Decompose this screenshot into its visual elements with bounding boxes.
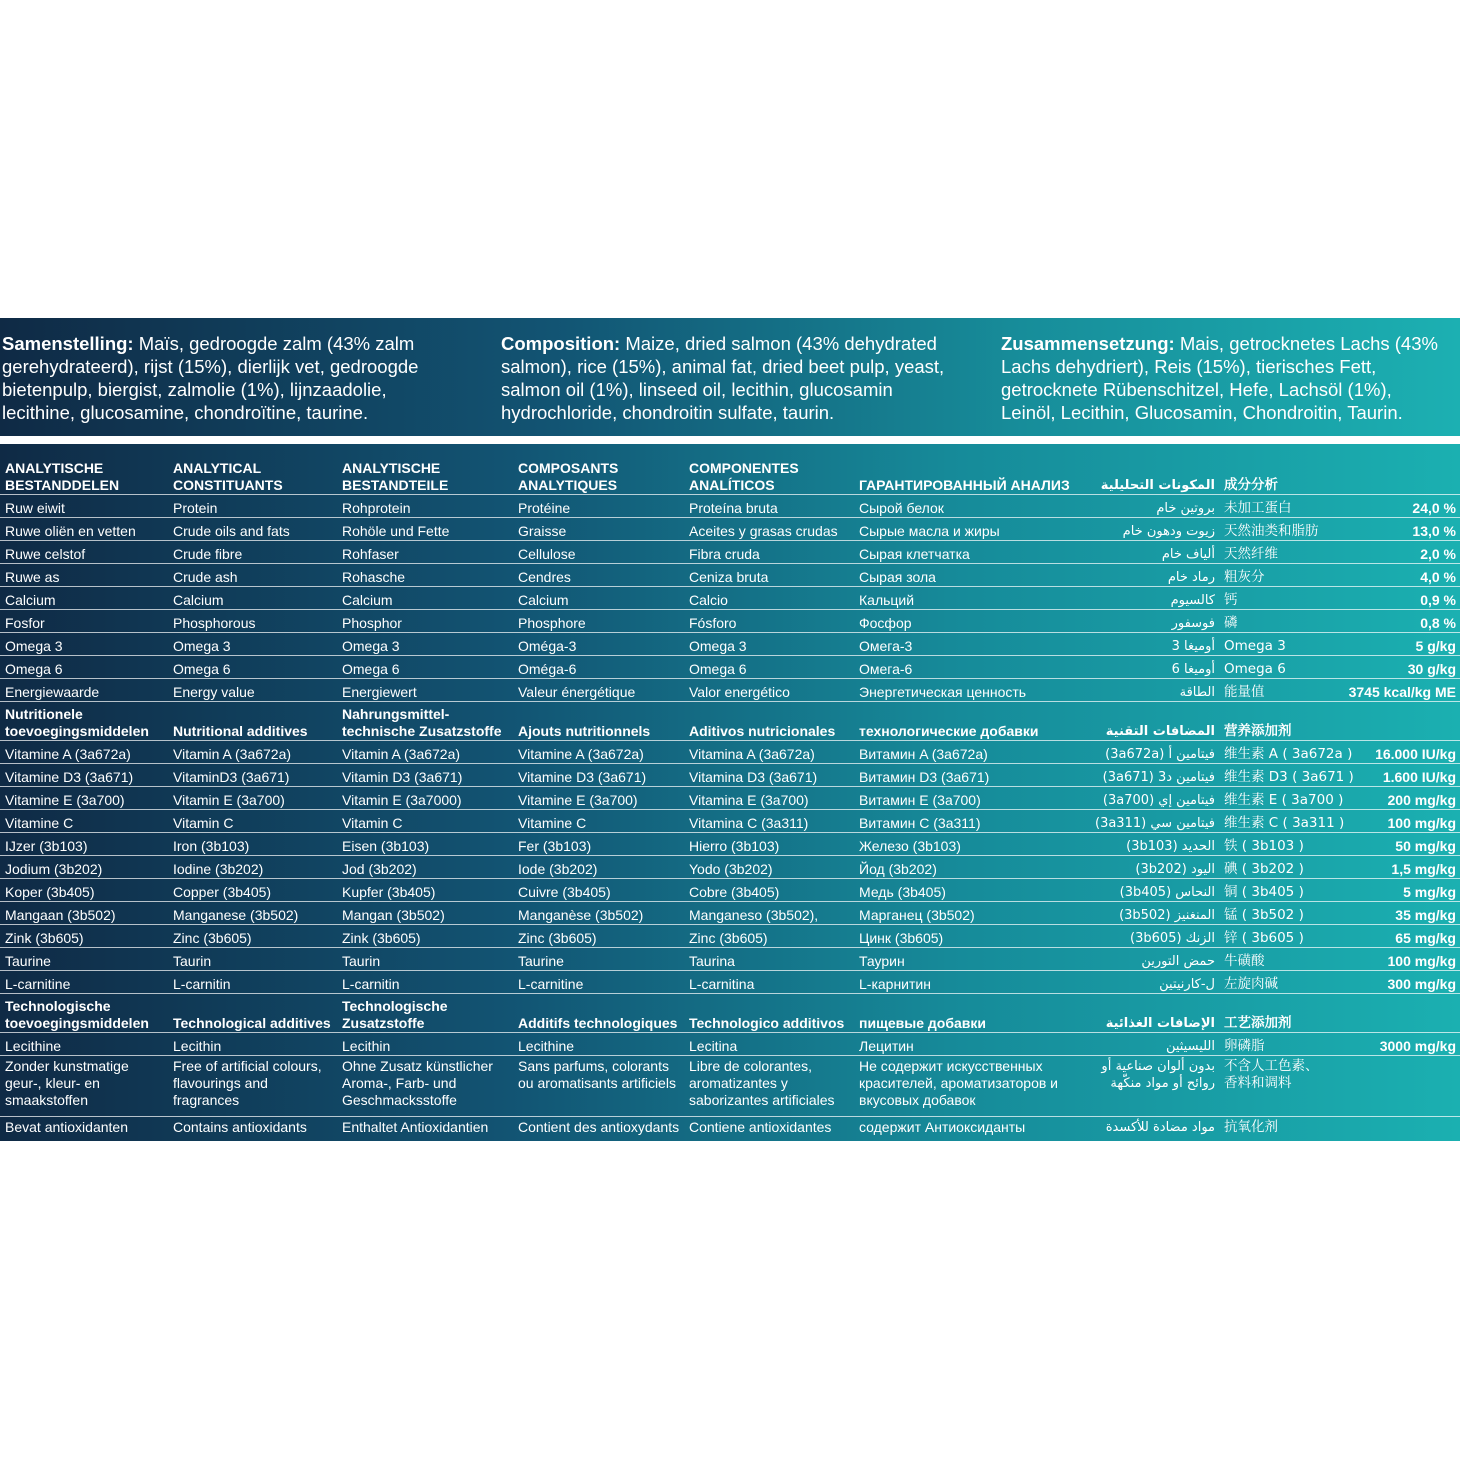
table-cell: Zonder kunstmatige geur-, kleur- en smaakstoffen bbox=[0, 1056, 168, 1117]
table-cell: Йод (3b202) bbox=[854, 856, 1076, 879]
table-cell: 200 mg/kg bbox=[1329, 787, 1460, 810]
table-cell: Lecithine bbox=[513, 1033, 684, 1056]
table-cell: Сырые масла и жиры bbox=[854, 518, 1076, 541]
table-cell bbox=[1329, 994, 1460, 1033]
table-cell: 抗氧化剂 bbox=[1224, 1119, 1278, 1135]
table-cell: اليود (3b202) bbox=[1076, 856, 1219, 879]
table-cell: Taurine bbox=[513, 948, 684, 971]
table-row bbox=[0, 879, 1460, 902]
table-cell: Ruwe as bbox=[0, 564, 168, 587]
table-cell: Vitamin A (3a672a) bbox=[168, 741, 337, 764]
table-cell: 5 g/kg bbox=[1329, 633, 1460, 656]
table-cell: Energy value bbox=[168, 679, 337, 702]
table-cell: Ajouts nutritionnels bbox=[513, 702, 684, 741]
table-cell: Kupfer (3b405) bbox=[337, 879, 513, 902]
table-cell: ANALYTISCHE BESTANDTEILE bbox=[337, 454, 513, 495]
table-cell: 不含人工色素、香料和调料 bbox=[1219, 1056, 1329, 1117]
table-cell: Jodium (3b202) bbox=[0, 856, 168, 879]
table-cell: فوسفور bbox=[1076, 610, 1219, 633]
table-cell: Taurine bbox=[0, 948, 168, 971]
table-cell: Таурин bbox=[854, 948, 1076, 971]
table-cell: Valeur énergétique bbox=[513, 679, 684, 702]
table-cell: أوميغا 3 bbox=[1076, 633, 1219, 656]
table-cell: Ceniza bruta bbox=[684, 564, 854, 587]
section-header-row bbox=[0, 994, 1460, 1033]
table-cell: 粗灰分 bbox=[1219, 564, 1329, 587]
table-cell: Additifs technologiques bbox=[513, 994, 684, 1033]
table-cell: 300 mg/kg bbox=[1329, 971, 1460, 994]
table-cell: Mangan (3b502) bbox=[337, 902, 513, 925]
table-cell: Taurin bbox=[168, 948, 337, 971]
table-row bbox=[0, 787, 1460, 810]
table-cell: 65 mg/kg bbox=[1329, 925, 1460, 948]
table-cell: Yodo (3b202) bbox=[684, 856, 854, 879]
table-header-row bbox=[0, 454, 1460, 495]
table-cell: Omega 6 bbox=[684, 656, 854, 679]
table-cell: Taurin bbox=[337, 948, 513, 971]
table-cell: Eisen (3b103) bbox=[337, 833, 513, 856]
table-cell: Libre de colorantes, aromatizantes y saborizantes artificiales bbox=[684, 1056, 854, 1117]
table-cell: L-carnitina bbox=[684, 971, 854, 994]
table-cell: Technological additives bbox=[168, 994, 337, 1033]
table-cell: Zinc (3b605) bbox=[684, 925, 854, 948]
table-cell: Phosphorous bbox=[168, 610, 337, 633]
table-cell: Omega 3 bbox=[684, 633, 854, 656]
table-cell: L-carnitine bbox=[0, 971, 168, 994]
table-cell: Vitamine A (3a672a) bbox=[513, 741, 684, 764]
table-cell: ANALYTISCHE BESTANDDELEN bbox=[0, 454, 168, 495]
table-cell: Сырая зола bbox=[854, 564, 1076, 587]
table-cell: الليسيثين bbox=[1076, 1033, 1219, 1056]
table-row bbox=[0, 679, 1460, 702]
table-cell bbox=[1329, 702, 1460, 741]
table-cell: Lecithine bbox=[0, 1033, 168, 1056]
table-cell: Hierro (3b103) bbox=[684, 833, 854, 856]
table-cell: فيتامين أ (3a672a) bbox=[1076, 741, 1219, 764]
table-cell: الحديد (3b103) bbox=[1076, 833, 1219, 856]
table-cell: 5 mg/kg bbox=[1329, 879, 1460, 902]
table-cell: 天然纤维 bbox=[1219, 541, 1329, 564]
table-cell: Manganèse (3b502) bbox=[513, 902, 684, 925]
table-cell: مواد مضادة للأكسدة bbox=[1105, 1120, 1215, 1135]
table-cell: Zink (3b605) bbox=[0, 925, 168, 948]
table-cell: 未加工蛋白 bbox=[1219, 495, 1329, 518]
table-cell: 维生素 A ( 3a672a ) bbox=[1219, 741, 1329, 764]
table-cell bbox=[1329, 1117, 1460, 1158]
table-cell: Цинк (3b605) bbox=[854, 925, 1076, 948]
table-cell: Rohprotein bbox=[337, 495, 513, 518]
table-cell: 钙 bbox=[1219, 587, 1329, 610]
table-cell: COMPOSANTS ANALYTIQUES bbox=[513, 454, 684, 495]
table-cell: ГАРАНТИРОВАННЫЙ АНАЛИЗ bbox=[854, 454, 1076, 495]
table-cell: Iode (3b202) bbox=[513, 856, 684, 879]
table-cell: 50 mg/kg bbox=[1329, 833, 1460, 856]
section-header-row bbox=[0, 702, 1460, 741]
table-cell: Valor energético bbox=[684, 679, 854, 702]
table-cell: Lecithin bbox=[168, 1033, 337, 1056]
table-row bbox=[0, 925, 1460, 948]
composition-band bbox=[0, 318, 1460, 436]
table-cell: Vitamina E (3a700) bbox=[684, 787, 854, 810]
table-cell: بروتين خام bbox=[1076, 495, 1219, 518]
table-cell: Crude ash bbox=[168, 564, 337, 587]
table-cell: 1,5 mg/kg bbox=[1329, 856, 1460, 879]
table-cell: 铁 ( 3b103 ) bbox=[1219, 833, 1329, 856]
table-cell: 100 mg/kg bbox=[1329, 810, 1460, 833]
table-cell: Витамин C (3a311) bbox=[854, 810, 1076, 833]
table-cell: 锰 ( 3b502 ) bbox=[1219, 902, 1329, 925]
table-cell: Oméga-3 bbox=[513, 633, 684, 656]
table-cell: Fibra cruda bbox=[684, 541, 854, 564]
table-cell: Nahrungsmittel-technische Zusatzstoffe bbox=[337, 702, 513, 741]
table-cell: Omega 3 bbox=[337, 633, 513, 656]
table-cell: فيتامين د3 (3a671) bbox=[1076, 764, 1219, 787]
table-cell: Protéine bbox=[513, 495, 684, 518]
table-cell: Manganeso (3b502), bbox=[684, 902, 854, 925]
table-cell: Phosphore bbox=[513, 610, 684, 633]
table-cell: بدون ألوان صناعية أو روائح أو مواد منكّهة bbox=[1076, 1056, 1219, 1117]
table-cell: 24,0 % bbox=[1329, 495, 1460, 518]
table-cell: Technologische Zusatzstoffe bbox=[337, 994, 513, 1033]
table-row bbox=[0, 741, 1460, 764]
table-cell: 35 mg/kg bbox=[1329, 902, 1460, 925]
table-cell: Zinc (3b605) bbox=[513, 925, 684, 948]
table-cell: Energiewaarde bbox=[0, 679, 168, 702]
table-cell: Contient des antioxydants bbox=[518, 1119, 680, 1135]
table-cell: الإضافات الغذائية bbox=[1076, 994, 1219, 1033]
table-cell: 维生素 D3 ( 3a671 ) bbox=[1219, 764, 1329, 787]
table-cell: Contains antioxidants bbox=[173, 1119, 307, 1135]
table-cell: 铜 ( 3b405 ) bbox=[1219, 879, 1329, 902]
table-cell: النحاس (3b405) bbox=[1076, 879, 1219, 902]
composition-dutch: Samenstelling: Maïs, gedroogde zalm (43% zalm gerehydrateerd), rijst (15%), dierlijk vet, gedroogde bietenpulp, biergist, zalmolie (1%), lijnzaadolie, lecithine, glucosamine, chondroïtine, taurine. bbox=[2, 333, 419, 423]
table-cell: Iron (3b103) bbox=[168, 833, 337, 856]
table-cell: Aceites y grasas crudas bbox=[684, 518, 854, 541]
table-cell: Rohöle und Fette bbox=[337, 518, 513, 541]
table-cell: Omega 6 bbox=[1219, 656, 1329, 679]
table-cell: Iodine (3b202) bbox=[168, 856, 337, 879]
table-cell: Calcium bbox=[168, 587, 337, 610]
table-cell: L-carnitin bbox=[337, 971, 513, 994]
table-cell: Железо (3b103) bbox=[854, 833, 1076, 856]
table-cell: L-carnitine bbox=[513, 971, 684, 994]
table-cell: Медь (3b405) bbox=[854, 879, 1076, 902]
table-cell: 1.600 IU/kg bbox=[1329, 764, 1460, 787]
table-cell: Витамин E (3a700) bbox=[854, 787, 1076, 810]
table-cell: Copper (3b405) bbox=[168, 879, 337, 902]
table-cell: технологические добавки bbox=[854, 702, 1076, 741]
table-cell: Omega 3 bbox=[0, 633, 168, 656]
table-cell: 工艺添加剂 bbox=[1219, 994, 1329, 1033]
table-cell: Cuivre (3b405) bbox=[513, 879, 684, 902]
table-cell: Calcio bbox=[684, 587, 854, 610]
table-cell: Омега-6 bbox=[854, 656, 1076, 679]
table-cell: Витамин A (3a672a) bbox=[854, 741, 1076, 764]
table-cell: L-carnitin bbox=[168, 971, 337, 994]
table-row bbox=[0, 1033, 1460, 1056]
table-cell bbox=[1329, 1056, 1460, 1117]
table-cell: Vitamin C bbox=[337, 810, 513, 833]
table-cell: Bevat antioxidanten bbox=[5, 1119, 128, 1135]
table-cell: Contiene antioxidantes bbox=[689, 1119, 832, 1135]
table-cell: ANALYTICAL CONSTITUANTS bbox=[168, 454, 337, 495]
table-cell: Витамин D3 (3a671) bbox=[854, 764, 1076, 787]
table-cell: Jod (3b202) bbox=[337, 856, 513, 879]
table-cell: Vitamin D3 (3a671) bbox=[337, 764, 513, 787]
table-cell: رماد خام bbox=[1076, 564, 1219, 587]
table-cell: пищевые добавки bbox=[854, 994, 1076, 1033]
table-cell: Vitamin C bbox=[168, 810, 337, 833]
table-cell: 4,0 % bbox=[1329, 564, 1460, 587]
analysis-table-band bbox=[0, 444, 1460, 1141]
table-row bbox=[0, 518, 1460, 541]
table-cell: 13,0 % bbox=[1329, 518, 1460, 541]
table-cell: 16.000 IU/kg bbox=[1329, 741, 1460, 764]
table-cell: Phosphor bbox=[337, 610, 513, 633]
table-cell: 3745 kcal/kg ME bbox=[1329, 679, 1460, 702]
table-cell: Vitamina C (3a311) bbox=[684, 810, 854, 833]
table-cell: IJzer (3b103) bbox=[0, 833, 168, 856]
table-cell: Энергетическая ценность bbox=[854, 679, 1076, 702]
table-cell: Лецитин bbox=[854, 1033, 1076, 1056]
table-cell: Фосфор bbox=[854, 610, 1076, 633]
table-row bbox=[0, 810, 1460, 833]
table-cell: Vitamin E (3a700) bbox=[168, 787, 337, 810]
table-cell: Sans parfums, colorants ou aromatisants artificiels bbox=[513, 1056, 684, 1117]
table-cell: Lecithin bbox=[337, 1033, 513, 1056]
table-cell: Mangaan (3b502) bbox=[0, 902, 168, 925]
table-cell: 3000 mg/kg bbox=[1329, 1033, 1460, 1056]
table-row bbox=[0, 633, 1460, 656]
table-cell: 维生素 E ( 3a700 ) bbox=[1219, 787, 1329, 810]
table-cell: فيتامين إي (3a700) bbox=[1076, 787, 1219, 810]
table-cell: Vitamine D3 (3a671) bbox=[513, 764, 684, 787]
analysis-table-body bbox=[0, 454, 1460, 1157]
table-cell: 能量值 bbox=[1219, 679, 1329, 702]
table-cell: Graisse bbox=[513, 518, 684, 541]
table-cell: المضافات التقنية bbox=[1076, 702, 1219, 741]
table-cell: 维生素 C ( 3a311 ) bbox=[1219, 810, 1329, 833]
table-cell: VitaminD3 (3a671) bbox=[168, 764, 337, 787]
table-cell: زيوت ودهون خام bbox=[1076, 518, 1219, 541]
table-cell: Crude oils and fats bbox=[168, 518, 337, 541]
table-cell: 100 mg/kg bbox=[1329, 948, 1460, 971]
table-cell: Omega 6 bbox=[0, 656, 168, 679]
table-cell: Vitamin E (3a7000) bbox=[337, 787, 513, 810]
table-cell: Omega 3 bbox=[1219, 633, 1329, 656]
table-cell: Protein bbox=[168, 495, 337, 518]
table-row bbox=[0, 1056, 1460, 1117]
table-cell: كالسيوم bbox=[1076, 587, 1219, 610]
table-cell: Proteína bruta bbox=[684, 495, 854, 518]
table-cell: 天然油类和脂肪 bbox=[1219, 518, 1329, 541]
table-cell: Vitamina A (3a672a) bbox=[684, 741, 854, 764]
table-row bbox=[0, 495, 1460, 518]
table-cell: Марганец (3b502) bbox=[854, 902, 1076, 925]
table-cell: Vitamine E (3a700) bbox=[0, 787, 168, 810]
table-cell: Energiewert bbox=[337, 679, 513, 702]
table-row bbox=[0, 610, 1460, 633]
table-cell: Vitamine A (3a672a) bbox=[0, 741, 168, 764]
table-cell: Omega 6 bbox=[337, 656, 513, 679]
table-cell bbox=[1329, 454, 1460, 495]
table-cell: أوميغا 6 bbox=[1076, 656, 1219, 679]
table-row bbox=[0, 564, 1460, 587]
table-cell: 磷 bbox=[1219, 610, 1329, 633]
table-cell: Calcium bbox=[0, 587, 168, 610]
table-row bbox=[0, 764, 1460, 787]
table-cell: 成分分析 bbox=[1219, 454, 1329, 495]
table-cell: Ruwe celstof bbox=[0, 541, 168, 564]
table-row bbox=[0, 948, 1460, 971]
table-cell: Omega 3 bbox=[168, 633, 337, 656]
table-row bbox=[0, 902, 1460, 925]
table-cell: Rohfaser bbox=[337, 541, 513, 564]
table-cell: Nutritional additives bbox=[168, 702, 337, 741]
table-cell: Omega 6 bbox=[168, 656, 337, 679]
table-row bbox=[0, 541, 1460, 564]
table-cell: Taurina bbox=[684, 948, 854, 971]
table-cell: Technologico additivos bbox=[684, 994, 854, 1033]
table-cell: COMPONENTES ANALÍTICOS bbox=[684, 454, 854, 495]
table-cell: Koper (3b405) bbox=[0, 879, 168, 902]
table-cell: Fósforo bbox=[684, 610, 854, 633]
table-cell: 牛磺酸 bbox=[1219, 948, 1329, 971]
table-cell: Cobre (3b405) bbox=[684, 879, 854, 902]
table-cell: Кальций bbox=[854, 587, 1076, 610]
table-cell: Fer (3b103) bbox=[513, 833, 684, 856]
table-cell: Technologische toevoegingsmiddelen bbox=[0, 994, 168, 1033]
composition-german: Zusammensetzung: Mais, getrocknetes Lachs (43% Lachs dehydriert), Reis (15%), tierisches Fett, getrocknete Rübenschitzel, Hefe, Lachsöl (1%), Leinöl, Lecithin, Glucosamin, Chondroitin, Taurin. bbox=[1001, 333, 1438, 423]
table-row bbox=[0, 833, 1460, 856]
table-cell: فيتامين سي (3a311) bbox=[1076, 810, 1219, 833]
table-cell: 锌 ( 3b605 ) bbox=[1219, 925, 1329, 948]
table-cell: Zinc (3b605) bbox=[168, 925, 337, 948]
table-cell: Fosfor bbox=[0, 610, 168, 633]
table-cell: Rohasche bbox=[337, 564, 513, 587]
table-cell: Омега-3 bbox=[854, 633, 1076, 656]
table-cell: Vitamine C bbox=[0, 810, 168, 833]
table-cell: 碘 ( 3b202 ) bbox=[1219, 856, 1329, 879]
table-cell: 0,8 % bbox=[1329, 610, 1460, 633]
table-cell: 卵磷脂 bbox=[1219, 1033, 1329, 1056]
table-cell: 左旋肉碱 bbox=[1219, 971, 1329, 994]
table-cell: 营养添加剂 bbox=[1219, 702, 1329, 741]
table-cell: Calcium bbox=[337, 587, 513, 610]
table-cell: المكونات التحليلية bbox=[1076, 454, 1219, 495]
table-cell: الطاقة bbox=[1076, 679, 1219, 702]
table-cell: Manganese (3b502) bbox=[168, 902, 337, 925]
table-row bbox=[0, 656, 1460, 679]
table-cell: 2,0 % bbox=[1329, 541, 1460, 564]
table-cell: Ruw eiwit bbox=[0, 495, 168, 518]
table-cell: ألياف خام bbox=[1076, 541, 1219, 564]
table-cell: Vitamine E (3a700) bbox=[513, 787, 684, 810]
table-cell: ل-كارنيتين bbox=[1076, 971, 1219, 994]
table-cell: Calcium bbox=[513, 587, 684, 610]
table-cell: Vitamine D3 (3a671) bbox=[0, 764, 168, 787]
table-cell: Nutritionele toevoegingsmiddelen bbox=[0, 702, 168, 741]
table-row bbox=[0, 587, 1460, 610]
table-cell: Vitamina D3 (3a671) bbox=[684, 764, 854, 787]
table-cell: المنغنيز (3b502) bbox=[1076, 902, 1219, 925]
table-cell: Oméga-6 bbox=[513, 656, 684, 679]
table-cell: Не содержит искусственных красителей, ароматизаторов и вкусовых добавок bbox=[854, 1056, 1076, 1117]
table-cell: Enthaltet Antioxidantien bbox=[342, 1119, 489, 1135]
table-cell: содержит Антиоксиданты bbox=[859, 1119, 1026, 1135]
table-cell: Cellulose bbox=[513, 541, 684, 564]
table-cell: Aditivos nutricionales bbox=[684, 702, 854, 741]
table-cell: Lecitina bbox=[684, 1033, 854, 1056]
table-cell: Ruwe oliën en vetten bbox=[0, 518, 168, 541]
table-cell: Cendres bbox=[513, 564, 684, 587]
table-cell: الزنك (3b605) bbox=[1076, 925, 1219, 948]
table-cell: Vitamin A (3a672a) bbox=[337, 741, 513, 764]
table-cell: L-карнитин bbox=[854, 971, 1076, 994]
table-cell: Сырая клетчатка bbox=[854, 541, 1076, 564]
table-cell: Vitamine C bbox=[513, 810, 684, 833]
table-cell: Crude fibre bbox=[168, 541, 337, 564]
analysis-table bbox=[0, 454, 1460, 1157]
composition-english: Composition: Maize, dried salmon (43% dehydrated salmon), rice (15%), animal fat, dried beet pulp, yeast, salmon oil (1%), linseed oil, lecithin, glucosamin hydrochloride, chondroitin sulfate, taurin. bbox=[501, 333, 945, 423]
table-cell: Zink (3b605) bbox=[337, 925, 513, 948]
table-cell: Сырой белок bbox=[854, 495, 1076, 518]
table-cell: Free of artificial colours, flavourings and fragrances bbox=[168, 1056, 337, 1117]
table-row bbox=[0, 971, 1460, 994]
table-cell: Ohne Zusatz künstlicher Aroma-, Farb- und Geschmacksstoffe bbox=[337, 1056, 513, 1117]
table-row bbox=[0, 856, 1460, 879]
table-cell: 30 g/kg bbox=[1329, 656, 1460, 679]
table-cell: حمض التورين bbox=[1076, 948, 1219, 971]
table-row bbox=[0, 1117, 1460, 1158]
table-cell: 0,9 % bbox=[1329, 587, 1460, 610]
